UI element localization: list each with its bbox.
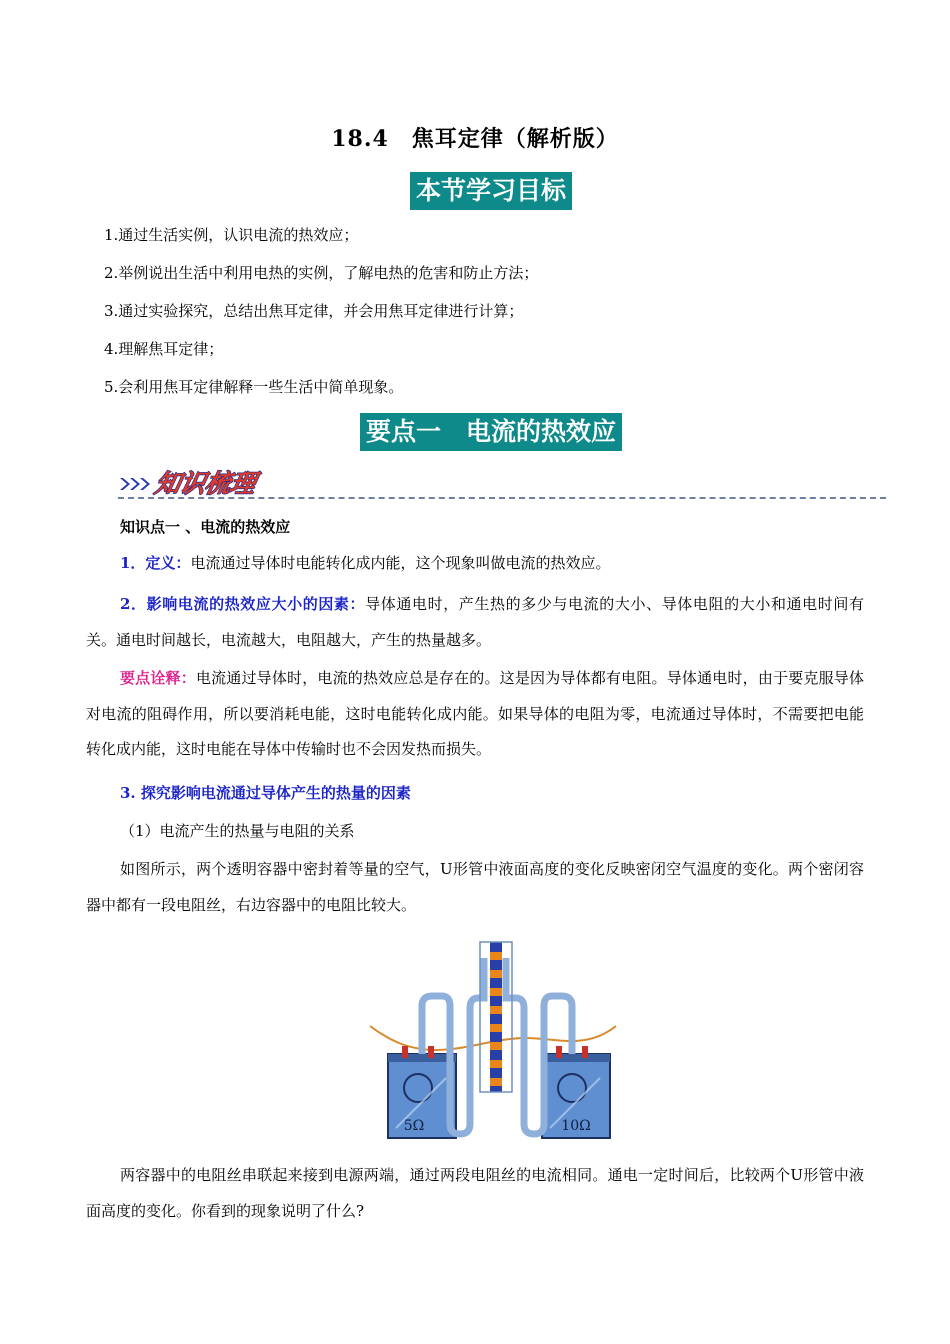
factor-text: 导体通电时，产生热的多少与电流的大小、导体电阻的大小和通电时间有关。通电时间越长，电流越大，电阻越大，产生的热量越多。 [86,595,864,649]
left-resistance-label: 5Ω [403,1118,425,1134]
sub-heading-resistance: （1）电流产生的热量与电阻的关系 [120,822,355,840]
objective-4: 4.理解焦耳定律； [104,340,224,358]
figure-intro-paragraph: 如图所示，两个透明容器中密封着等量的空气，U形管中液面高度的变化反映密闭空气温度的变化。两个密闭容器中都有一段电阻丝，右边容器中的电阻比较大。 [86,860,864,914]
definition-text: 电流通过导体时电能转化成内能，这个现象叫做电流的热效应。 [190,554,611,572]
section-banner-objectives: 本节学习目标 [410,172,572,210]
definition-label: 1．定义： [120,554,191,572]
explore-heading: 3. 探究影响电流通过导体产生的热量的因素 [120,784,411,802]
objective-2: 2.举例说出生活中利用电热的实例，了解电热的危害和防止方法； [104,264,539,282]
right-resistance-label: 10Ω [561,1118,591,1134]
knowledge-review-logo [118,462,263,500]
logo-divider [118,497,886,499]
knowledge-review-logo-text: 知识梳理 [152,469,259,498]
note-label: 要点诠释： [120,669,196,687]
section-banner-key-point-1: 要点一 电流的热效应 [360,413,622,451]
experiment-diagram [366,938,620,1143]
note-paragraph [86,661,864,768]
objective-3: 3.通过实验探究，总结出焦耳定律，并会用焦耳定律进行计算； [104,302,524,320]
objective-5: 5.会利用焦耳定律解释一些生活中简单现象。 [104,378,404,396]
objective-1: 1.通过生活实例，认识电流的热效应； [104,226,359,244]
definition-paragraph [86,546,864,582]
figure-followup-paragraph: 两容器中的电阻丝串联起来接到电源两端，通过两段电阻丝的电流相同。通电一定时间后，比较两个U形管中液面高度的变化。你看到的现象说明了什么? [86,1166,864,1220]
factor-paragraph [86,587,864,658]
note-text: 电流通过导体时，电流的热效应总是存在的。这是因为导体都有电阻。导体通电时，由于要克服导体对电流的阻碍作用，所以要消耗电能，这时电能转化成内能。如果导体的电阻为零，电流通过导体时，不需要把电能转化成内能，这时电能在导体中传输时也不会因发热而损失。 [86,669,864,758]
factor-label: 2．影响电流的热效应大小的因素： [120,595,366,613]
knowledge-point-heading: 知识点一 、电流的热效应 [120,518,291,536]
document-title: 18.4 焦耳定律（解析版） [331,126,619,152]
